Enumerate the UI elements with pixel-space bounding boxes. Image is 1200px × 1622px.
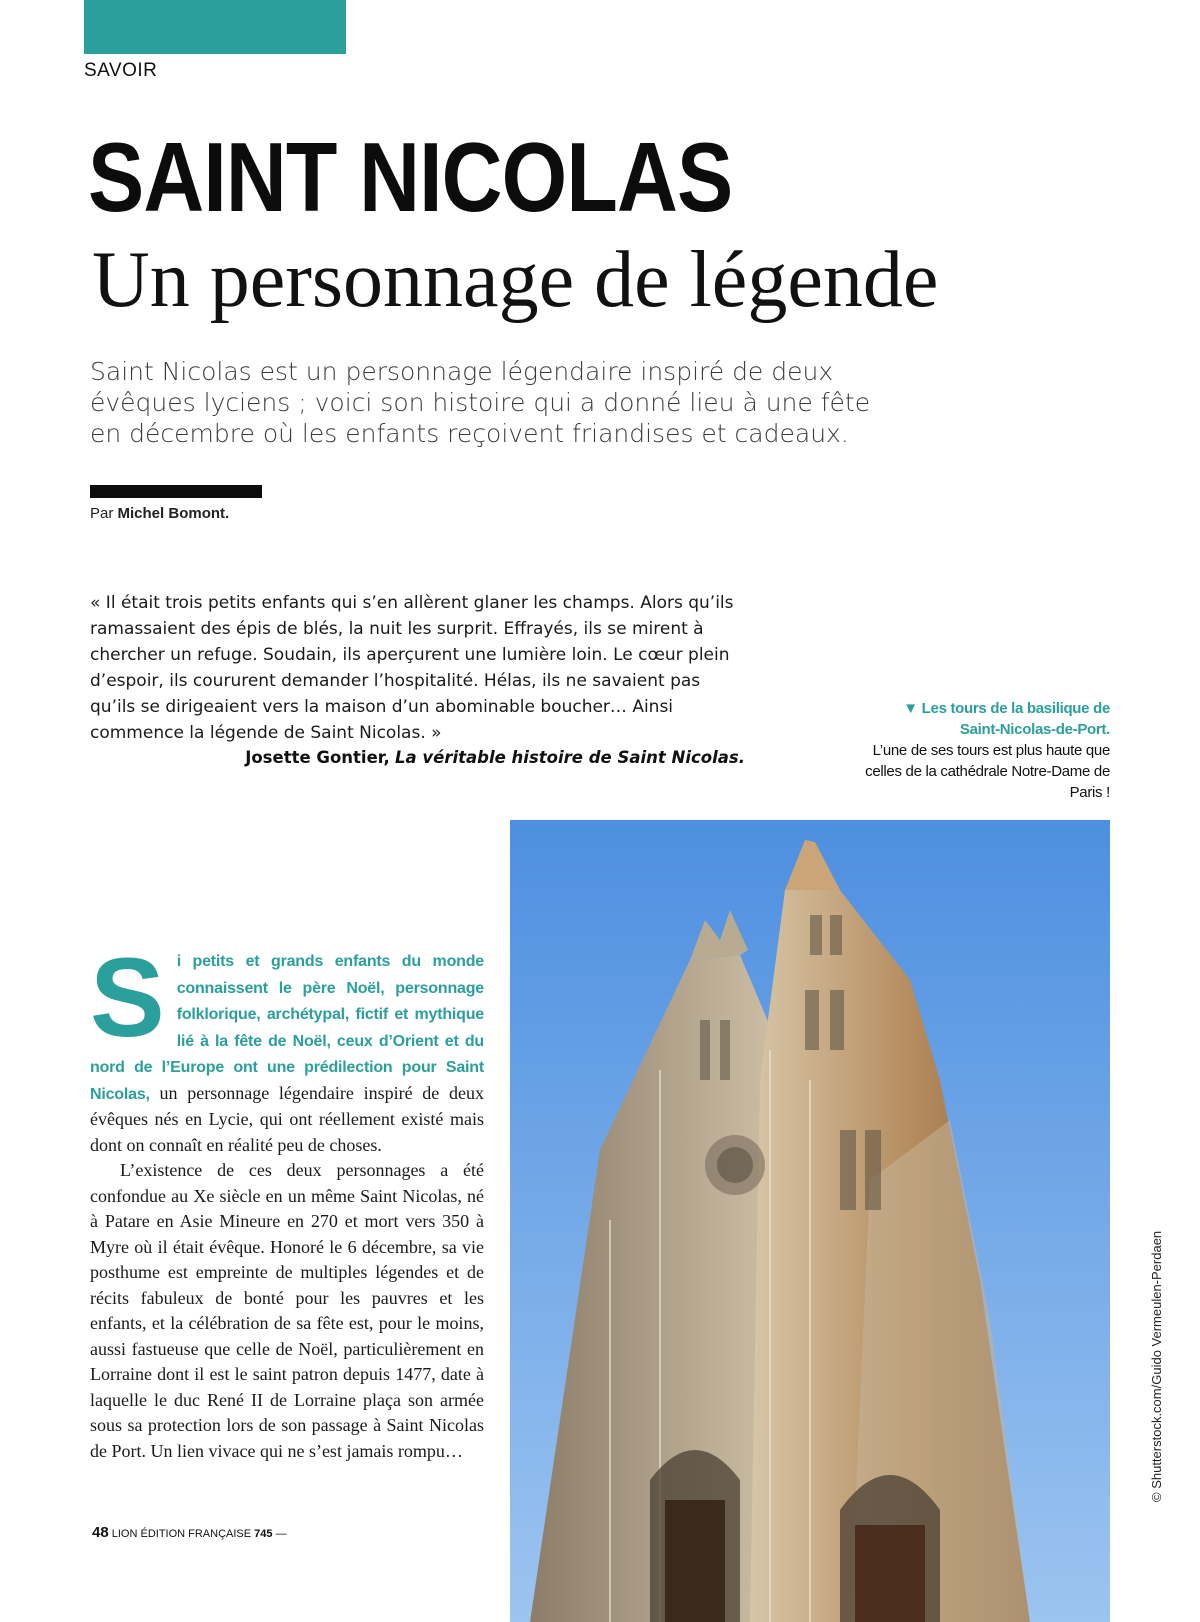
page-number: 48 — [92, 1524, 109, 1541]
page-footer — [92, 1524, 287, 1541]
issue-number: 745 — [254, 1528, 273, 1540]
photo-caption — [860, 698, 1110, 803]
magazine-name: LION ÉDITION FRANÇAISE — [111, 1528, 252, 1540]
epigraph-quote: « Il était trois petits enfants qui s’en allèrent glaner les champs. Alors qu’ils ramassaient des épis de blés, la nuit les surprit. Effrayés, ils se mirent à chercher un refuge. Soudain, ils aperçurent une lumière loin. Le cœur plein d’espoir, ils coururent demander l’hospitalité. Hélas, ils ne savaient pas qu’ils se dirigeaient vers la maison d’un abominable boucher… Ainsi commence la légende de Saint Nicolas. » — [90, 593, 734, 743]
article-title: SAINT NICOLAS — [88, 122, 733, 232]
caption-title: ▼ Les tours de la basilique de Saint-Nicolas-de-Port. — [903, 700, 1110, 738]
article-subtitle: Un personnage de légende — [92, 236, 939, 324]
epigraph-book: La véritable histoire de Saint Nicolas. — [395, 748, 745, 767]
section-color-tab — [84, 0, 346, 54]
paragraph-1-rest: un personnage légendaire inspiré de deux évêques nés en Lycie, qui ont réellement existé mais dont on connaît en réalité peu de choses. — [90, 1082, 484, 1155]
article-lead: Saint Nicolas est un personnage légendaire inspiré de deux évêques lyciens ; voici son histoire qui a donné lieu à une fête en décembre où les enfants reçoivent friandises et cadeaux. — [90, 357, 871, 448]
footer-dash: — — [275, 1528, 287, 1540]
byline-author: Michel Bomont. — [117, 505, 230, 522]
article-intro: i petits et grands enfants du monde connaissent le père Noël, personnage folklorique, archétypal, fictif et mythique lié à la fête de Noël, ceux d’Orient et du nord de l’Europe ont une prédilection pour Saint Nicolas, — [90, 953, 484, 1103]
basilica-photo — [510, 820, 1110, 1622]
epigraph-source — [90, 748, 745, 767]
byline-prefix: Par — [90, 505, 114, 522]
caption-text: L’une de ses tours est plus haute que celles de la cathédrale Notre-Dame de Paris ! — [865, 742, 1110, 801]
byline-rule — [90, 485, 262, 498]
drop-cap: S — [90, 935, 165, 1060]
section-label: SAVOIR — [84, 60, 158, 81]
photo-credit: © Shutterstock.com/Guido Vermeulen-Perdaen — [1149, 1230, 1164, 1502]
epigraph-author: Josette Gontier, — [245, 748, 390, 767]
article-body — [90, 935, 484, 1464]
byline — [90, 505, 229, 522]
paragraph-2: L’existence de ces deux personnages a été confondue au Xe siècle en un même Saint Nicolas, né à Patare en Asie Mineure en 270 et mort vers 350 à Myre où il était évêque. Honoré le 6 décembre, sa vie posthume est empreinte de multiples légendes et de récits fabuleux de bonté pour les pauvres et les enfants, et la célébration de sa fête est, pour le moins, aussi fastueuse que celle de Noël, particulièrement en Lorraine dont il est le saint patron depuis 1477, date à laquelle le duc René II de Lorraine plaça son armée sous sa protection lors de son passage à Saint Nicolas de Port. Un lien vivace qui ne s’est jamais rompu… — [90, 1160, 484, 1461]
